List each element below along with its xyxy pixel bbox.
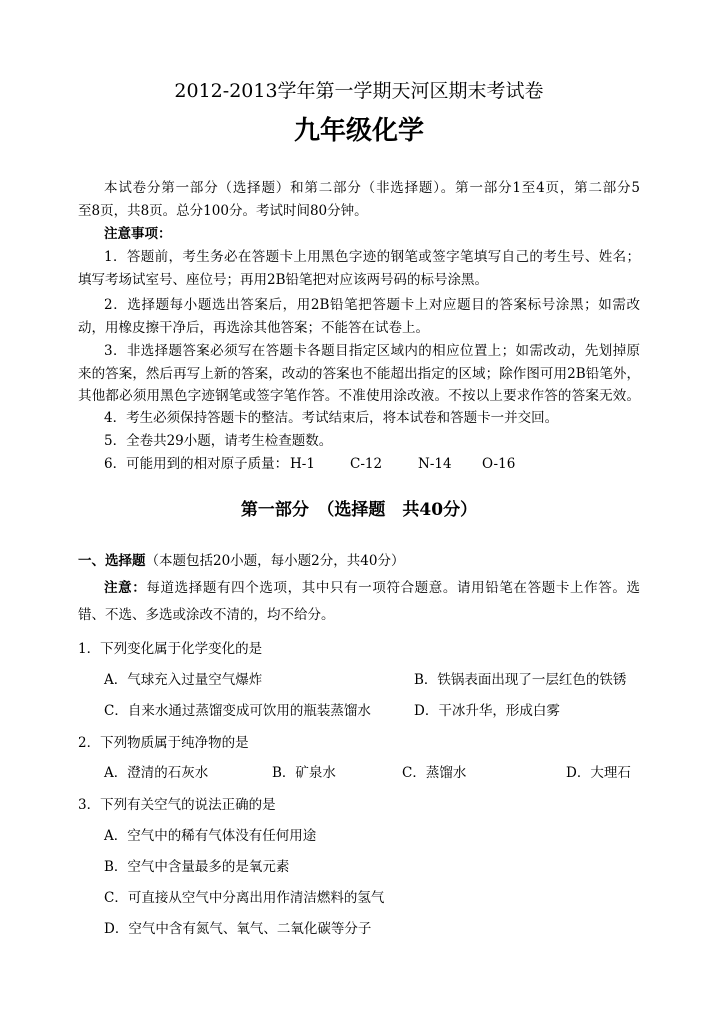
atom-mass-n: N-14: [418, 456, 452, 472]
question-2-option-b: B．矿泉水: [272, 765, 336, 781]
question-3-option-a: A．空气中的稀有气体没有任何用途: [104, 828, 317, 844]
question-1-option-b: B．铁锅表面出现了一层红色的铁锈: [414, 672, 627, 688]
note-2-line-1: 2．选择题每小题选出答案后，用2B铅笔把答题卡上对应题目的答案标号涂黑；如需改: [104, 297, 640, 313]
note-1-line-1: 1．答题前，考生务必在答题卡上用黑色字迹的钢笔或签字笔填写自己的考生号、姓名；: [104, 249, 640, 265]
intro-line-1: 本试卷分第一部分（选择题）和第二部分（非选择题）。第一部分1至4页，第二部分5: [104, 180, 640, 196]
note-3-line-1: 3．非选择题答案必须写在答题卡各题目指定区域内的相应位置上；如需改动，先划掉原: [104, 343, 640, 359]
section-one-note-line-2: 错、不选、多选或涂改不清的，均不给分。: [78, 607, 335, 623]
atom-mass-o: O-16: [482, 456, 516, 472]
question-1-stem: 1．下列变化属于化学变化的是: [78, 641, 263, 657]
note-6-label: 6．可能用到的相对原子质量：: [104, 456, 289, 472]
intro-line-2: 至8页，共8页。总分100分。考试时间80分钟。: [78, 203, 368, 219]
part-one-heading: 第一部分 （选择题 共40分）: [240, 500, 478, 520]
note-3-line-2: 来的答案，然后再写上新的答案，改动的答案也不能超出指定的区域；除作图可用2B铅笔外，: [78, 366, 640, 382]
question-3-stem: 3．下列有关空气的说法正确的是: [78, 797, 276, 813]
note-5: 5．全卷共29小题，请考生检查题数。: [104, 433, 333, 449]
exam-title: 2012-2013学年第一学期天河区期末考试卷: [174, 80, 544, 102]
question-1-option-a: A．气球充入过量空气爆炸: [104, 672, 263, 688]
question-1-option-c: C．自来水通过蒸馏变成可饮用的瓶装蒸馏水: [104, 703, 371, 719]
question-1-option-d: D．干冰升华，形成白雾: [414, 703, 560, 719]
notes-heading: 注意事项：: [104, 226, 172, 242]
section-one-header: [78, 551, 404, 571]
question-2-option-c: C．蒸馏水: [402, 765, 467, 781]
question-2-stem: 2．下列物质属于纯净物的是: [78, 735, 249, 751]
note-1-line-2: 填写考场试室号、座位号；再用2B铅笔把对应该两号码的标号涂黑。: [78, 272, 489, 288]
question-3-option-c: C．可直接从空气中分离出用作清洁燃料的氢气: [104, 890, 385, 906]
note-2-line-2: 动，用橡皮擦干净后，再选涂其他答案；不能答在试卷上。: [78, 320, 429, 336]
section-one-desc: （本题包括20小题，每小题2分，共40分）: [145, 553, 405, 569]
section-one-note-text: 每道选择题有四个选项，其中只有一项符合题意。请用铅笔在答题卡上作答。选: [146, 580, 641, 596]
atom-mass-c: C-12: [350, 456, 383, 472]
atom-mass-h: H-1: [290, 456, 315, 472]
question-2-option-a: A．澄清的石灰水: [104, 765, 209, 781]
note-3-line-3: 其他都必须用黑色字迹钢笔或签字笔作答。不准使用涂改液。不按以上要求作答的答案无效。: [78, 388, 640, 404]
question-3-option-d: D．空气中含有氮气、氧气、二氧化碳等分子: [104, 921, 372, 937]
question-2-option-d: D．大理石: [566, 765, 631, 781]
note-4: 4．考生必须保持答题卡的整洁。考试结束后，将本试卷和答题卡一并交回。: [104, 410, 559, 426]
section-one-label: 一、选择题: [78, 553, 146, 569]
section-one-note-line-1: [104, 578, 640, 598]
exam-subject: 九年级化学: [293, 116, 424, 146]
section-one-note-label: 注意：: [104, 580, 147, 596]
question-3-option-b: B．空气中含量最多的是氧元素: [104, 859, 290, 875]
note-6: [104, 454, 516, 474]
